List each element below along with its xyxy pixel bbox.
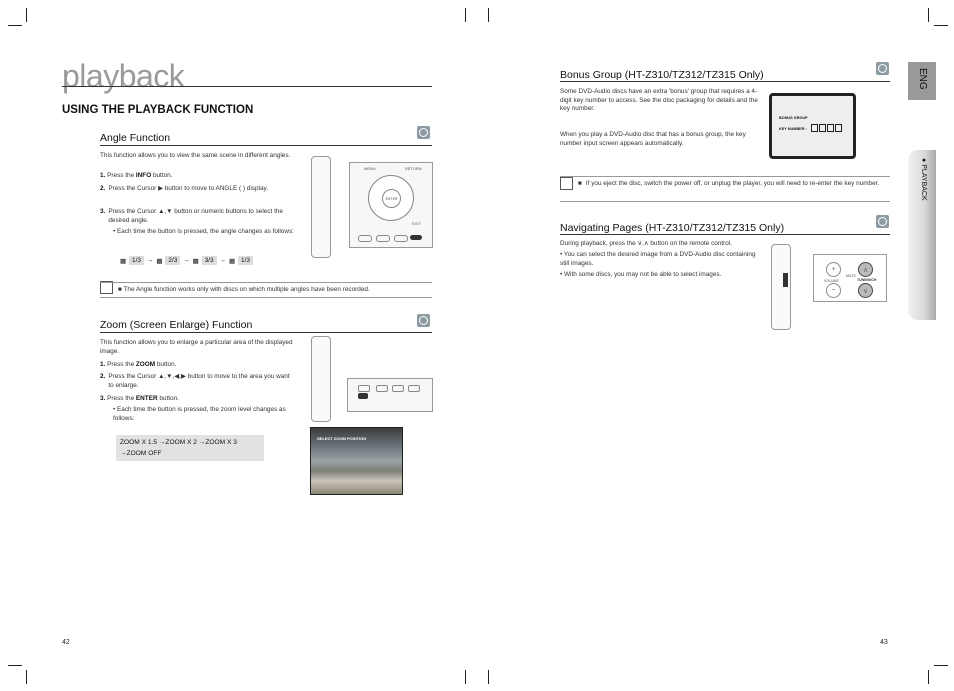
angle-intro: This function allows you to view the same scene in different angles. (100, 152, 291, 159)
zoom-button-highlight (358, 393, 368, 399)
volume-label: VOLUME (824, 279, 839, 283)
chevron-up-icon: ∧ (858, 262, 873, 277)
bullet-text: You can select the desired image from a DVD-Audio disc containing still images. (560, 251, 756, 267)
step-number: 3. (100, 395, 106, 402)
step-text: button. (155, 361, 177, 368)
crop-mark (26, 670, 27, 684)
info-button-highlight (410, 235, 422, 240)
button-shape (408, 385, 420, 392)
step-text: Press the (107, 361, 136, 368)
arrow: → (219, 257, 226, 264)
zoom-intro: This function allows you to enlarge a particular area of the displayed image. (100, 339, 293, 355)
nav-bullet-2: • With some discs, you may not be able to select images. (560, 271, 722, 278)
volume-down-button: − (826, 283, 841, 298)
dvd-icon (876, 62, 889, 75)
return-label: RETURN (405, 166, 422, 171)
angle-note: ■ The Angle function works only with discs on which multiple angles have been recorded. (118, 286, 370, 293)
zoom-bullet: • Each time the button is pressed, the zoom level changes as follows: (113, 406, 286, 422)
camera-icon: ▩ (228, 257, 236, 265)
bonus-screen-line2 (779, 124, 842, 133)
divider (100, 297, 432, 298)
step-number: 2. (100, 185, 106, 192)
divider (100, 282, 432, 283)
step-text: button. (151, 172, 173, 179)
step-text: button. (157, 395, 179, 402)
page-title: playback (62, 58, 185, 94)
cursor-pad (368, 175, 414, 221)
button-shape (376, 235, 390, 242)
navigating-pages-heading: Navigating Pages (HT-Z310/TZ312/TZ315 Only) (560, 222, 785, 234)
angle-bullet: • Each time the button is pressed, the angle changes as follows: (113, 228, 294, 235)
note-text: The Angle function works only with discs on which multiple angles have been recorded. (123, 286, 370, 293)
highlight-marker (783, 273, 788, 287)
angle-step-2 (100, 185, 295, 194)
bullet-text: With some discs, you may not be able to select images. (564, 271, 722, 278)
dvd-icon (417, 314, 430, 327)
angle-sequence (120, 256, 253, 265)
angle-value: 1/3 (129, 256, 144, 265)
crop-mark (934, 665, 948, 666)
remote-closeup-panel (349, 162, 433, 248)
enter-button: ENTER (382, 189, 401, 208)
crop-mark (465, 8, 466, 22)
angle-value: 3/3 (202, 256, 217, 265)
page-number-right: 43 (880, 639, 888, 646)
button-shape (394, 235, 408, 242)
remote-illustration (311, 156, 331, 258)
button-shape (376, 385, 388, 392)
playback-tab-text: PLAYBACK (920, 164, 927, 201)
bullet-text: Each time the button is pressed, the zoom level changes as follows: (113, 406, 286, 422)
step-number: 1. (100, 172, 106, 179)
zoom-screen-image (310, 427, 403, 495)
eng-tab-label: ENG (917, 68, 928, 90)
crop-mark (928, 8, 929, 22)
divider (560, 201, 890, 202)
step-number: 3. (100, 208, 106, 215)
button-shape (392, 385, 404, 392)
note-icon (560, 177, 573, 190)
crop-mark (8, 665, 22, 666)
nav-paragraph-1: During playback, press the ∨,∧ button on the remote control. (560, 240, 733, 247)
tuning-ch-label: TUNING/CH (857, 278, 877, 282)
note-text: If you eject the disc, switch the power off, or unplug the player, you will need to re-enter the key number. (585, 180, 880, 187)
angle-step-1 (100, 172, 173, 181)
dvd-icon (876, 215, 889, 228)
zoom-step-1 (100, 361, 176, 370)
crop-mark (488, 670, 489, 684)
angle-value: 2/3 (165, 256, 180, 265)
mute-label: MUTE (846, 274, 856, 278)
camera-icon: ▩ (120, 257, 127, 265)
camera-icon: ▩ (192, 257, 199, 265)
step-text: Press the Cursor ▲,▼ button or numeric buttons to select the desired angle. (108, 208, 283, 224)
bonus-paragraph-2: When you play a DVD-Audio disc that has a bonus group, the key number input screen appears automatically. (560, 131, 746, 147)
divider (62, 86, 432, 87)
crop-mark (8, 25, 22, 26)
button-shape (358, 235, 372, 242)
divider (100, 145, 432, 146)
bonus-paragraph-1: Some DVD-Audio discs have an extra 'bonus' group that requires a 4-digit key number to access. See the disc packaging for details and the key number. (560, 88, 758, 113)
step-text: Press the Cursor ▲,▼,◀,▶ button to move to the area you want to enlarge. (108, 373, 290, 389)
button-shape (358, 385, 370, 392)
zoom-sequence-line2: →ZOOM OFF (120, 450, 162, 457)
angle-step-3 (100, 208, 295, 225)
zoom-screen-caption: SELECT ZOOM POSITION (317, 436, 367, 441)
divider (560, 234, 890, 235)
bonus-group-heading: Bonus Group (HT-Z310/TZ312/TZ315 Only) (560, 69, 764, 81)
zoom-sequence-line1: ZOOM X 1.5 →ZOOM X 2 →ZOOM X 3 (120, 439, 237, 446)
divider (560, 81, 890, 82)
nav-bullet-1: • You can select the desired image from a DVD-Audio disc containing still images. (560, 251, 756, 267)
chevron-down-icon: ∨ (858, 283, 873, 298)
exit-label: EXIT (412, 221, 421, 226)
zoom-step-3 (100, 395, 179, 404)
angle-value: 1/3 (238, 256, 253, 265)
angle-function-heading: Angle Function (100, 132, 171, 144)
crop-mark (928, 670, 929, 684)
arrow: → (146, 257, 154, 264)
bonus-screen-line1: BONUS GROUP (779, 116, 808, 120)
arrow: → (183, 257, 190, 264)
key-zoom: ZOOM (135, 361, 156, 368)
key-number-label: KEY NUMBER : (779, 126, 807, 131)
bullet-text: Each time the button is pressed, the angle changes as follows: (117, 228, 294, 235)
dvd-icon (417, 126, 430, 139)
zoom-sequence (116, 435, 264, 461)
crop-mark (488, 8, 489, 22)
playback-tab-label: ● PLAYBACK (920, 158, 927, 201)
bonus-screen (769, 93, 856, 159)
section-title: USING THE PLAYBACK FUNCTION (62, 104, 254, 116)
playback-tab (908, 150, 936, 320)
key-info: INFO (135, 172, 152, 179)
remote-illustration (771, 244, 791, 330)
step-number: 2. (100, 373, 106, 380)
zoom-step-2 (100, 373, 295, 390)
remote-illustration (311, 336, 331, 422)
remote-closeup-panel (347, 378, 433, 412)
remote-closeup-panel (813, 254, 887, 302)
camera-icon: ▩ (156, 257, 163, 265)
step-text: Press the (107, 172, 136, 179)
divider (560, 176, 890, 177)
step-number: 1. (100, 361, 106, 368)
divider (100, 332, 432, 333)
step-text: Press the (107, 395, 136, 402)
crop-mark (465, 670, 466, 684)
crop-mark (934, 25, 948, 26)
eng-tab (908, 62, 936, 100)
crop-mark (26, 8, 27, 22)
key-number-boxes (810, 124, 842, 133)
bonus-note: ■ If you eject the disc, switch the power off, or unplug the player, you will need to re-enter the key number. (578, 180, 880, 187)
menu-label: MENU (364, 166, 376, 171)
page-number-left: 42 (62, 639, 70, 646)
key-enter: ENTER (135, 395, 158, 402)
volume-up-button: + (826, 262, 841, 277)
zoom-function-heading: Zoom (Screen Enlarge) Function (100, 319, 253, 331)
step-text: Press the Cursor ▶ button to move to ANGLE ( ) display. (108, 185, 268, 192)
